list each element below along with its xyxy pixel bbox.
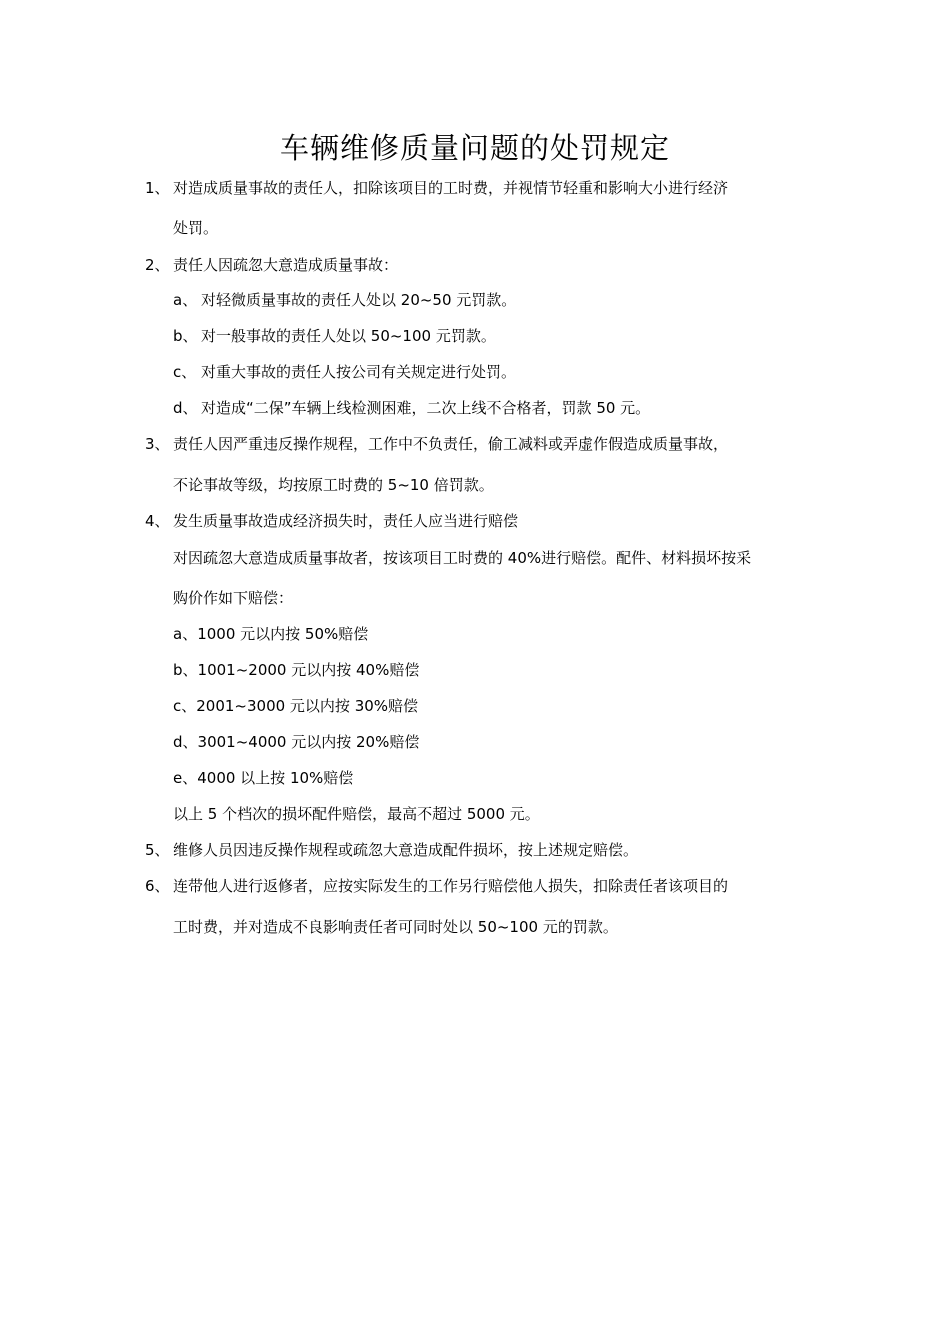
item-1-line-1: 对造成质量事故的责任人，扣除该项目的工时费，并视情节轻重和影响大小进行经济: [173, 179, 729, 197]
item-6-line-2: 工时费，并对造成不良影响责任者可同时处以 50~100 元的罚款。: [173, 918, 618, 936]
item-1-number: 1、: [145, 179, 170, 197]
item-2-number: 2、: [145, 256, 170, 274]
item-5-line-1: 维修人员因违反操作规程或疏忽大意造成配件损坏，按上述规定赔偿。: [173, 841, 639, 859]
item-4-line-2: 对因疏忽大意造成质量事故者，按该项目工时费的 40%进行赔偿。配件、材料损坏按采: [173, 549, 752, 567]
item-4-sub-e: [173, 768, 353, 788]
sub-label: d、: [173, 399, 198, 417]
sub-text: 3001~4000 元以内按 20%赔偿: [197, 733, 420, 751]
item-2-sub-c: [173, 362, 516, 382]
sub-text: 4000 以上按 10%赔偿: [197, 769, 354, 787]
item-4-sub-d: [173, 732, 419, 752]
sub-text: 1001~2000 元以内按 40%赔偿: [197, 661, 420, 679]
sub-text: 对一般事故的责任人处以 50~100 元罚款。: [201, 327, 496, 345]
item-5-number: 5、: [145, 841, 170, 859]
sub-label: b、: [173, 661, 198, 679]
sub-label: d、: [173, 733, 198, 751]
sub-label: a、: [173, 291, 198, 309]
sub-text: 1000 元以内按 50%赔偿: [197, 625, 369, 643]
sub-text: 对轻微质量事故的责任人处以 20~50 元罚款。: [201, 291, 517, 309]
document-title: 车辆维修质量问题的处罚规定: [279, 131, 670, 165]
sub-label: e、: [173, 769, 198, 787]
item-4-line-1: 发生质量事故造成经济损失时，责任人应当进行赔偿: [173, 512, 519, 530]
item-6-line-1: 连带他人进行返修者，应按实际发生的工作另行赔偿他人损失，扣除责任者该项目的: [173, 877, 729, 895]
item-4-note: 以上 5 个档次的损坏配件赔偿，最高不超过 5000 元。: [173, 805, 540, 823]
sub-text: 对造成“二保”车辆上线检测困难，二次上线不合格者，罚款 50 元。: [201, 399, 651, 417]
sub-label: c、: [173, 363, 197, 381]
item-2-line-1: 责任人因疏忽大意造成质量事故：: [173, 256, 399, 274]
item-2-sub-b: [173, 326, 496, 346]
item-4-line-3: 购价作如下赔偿：: [173, 589, 294, 607]
item-3-line-2: 不论事故等级，均按原工时费的 5~10 倍罚款。: [173, 476, 494, 494]
item-1-line-2: 处罚。: [173, 219, 219, 237]
item-2-sub-a: [173, 290, 516, 310]
sub-text: 对重大事故的责任人按公司有关规定进行处罚。: [201, 363, 517, 381]
sub-label: c、: [173, 697, 197, 715]
item-3-line-1: 责任人因严重违反操作规程，工作中不负责任，偷工减料或弄虚作假造成质量事故，: [173, 435, 729, 453]
item-4-sub-b: [173, 660, 419, 680]
sub-label: b、: [173, 327, 198, 345]
item-4-number: 4、: [145, 512, 170, 530]
item-2-sub-d: [173, 398, 650, 418]
sub-label: a、: [173, 625, 198, 643]
sub-text: 2001~3000 元以内按 30%赔偿: [196, 697, 419, 715]
item-4-sub-a: [173, 624, 368, 644]
item-3-number: 3、: [145, 435, 170, 453]
item-4-sub-c: [173, 696, 418, 716]
item-6-number: 6、: [145, 877, 170, 895]
